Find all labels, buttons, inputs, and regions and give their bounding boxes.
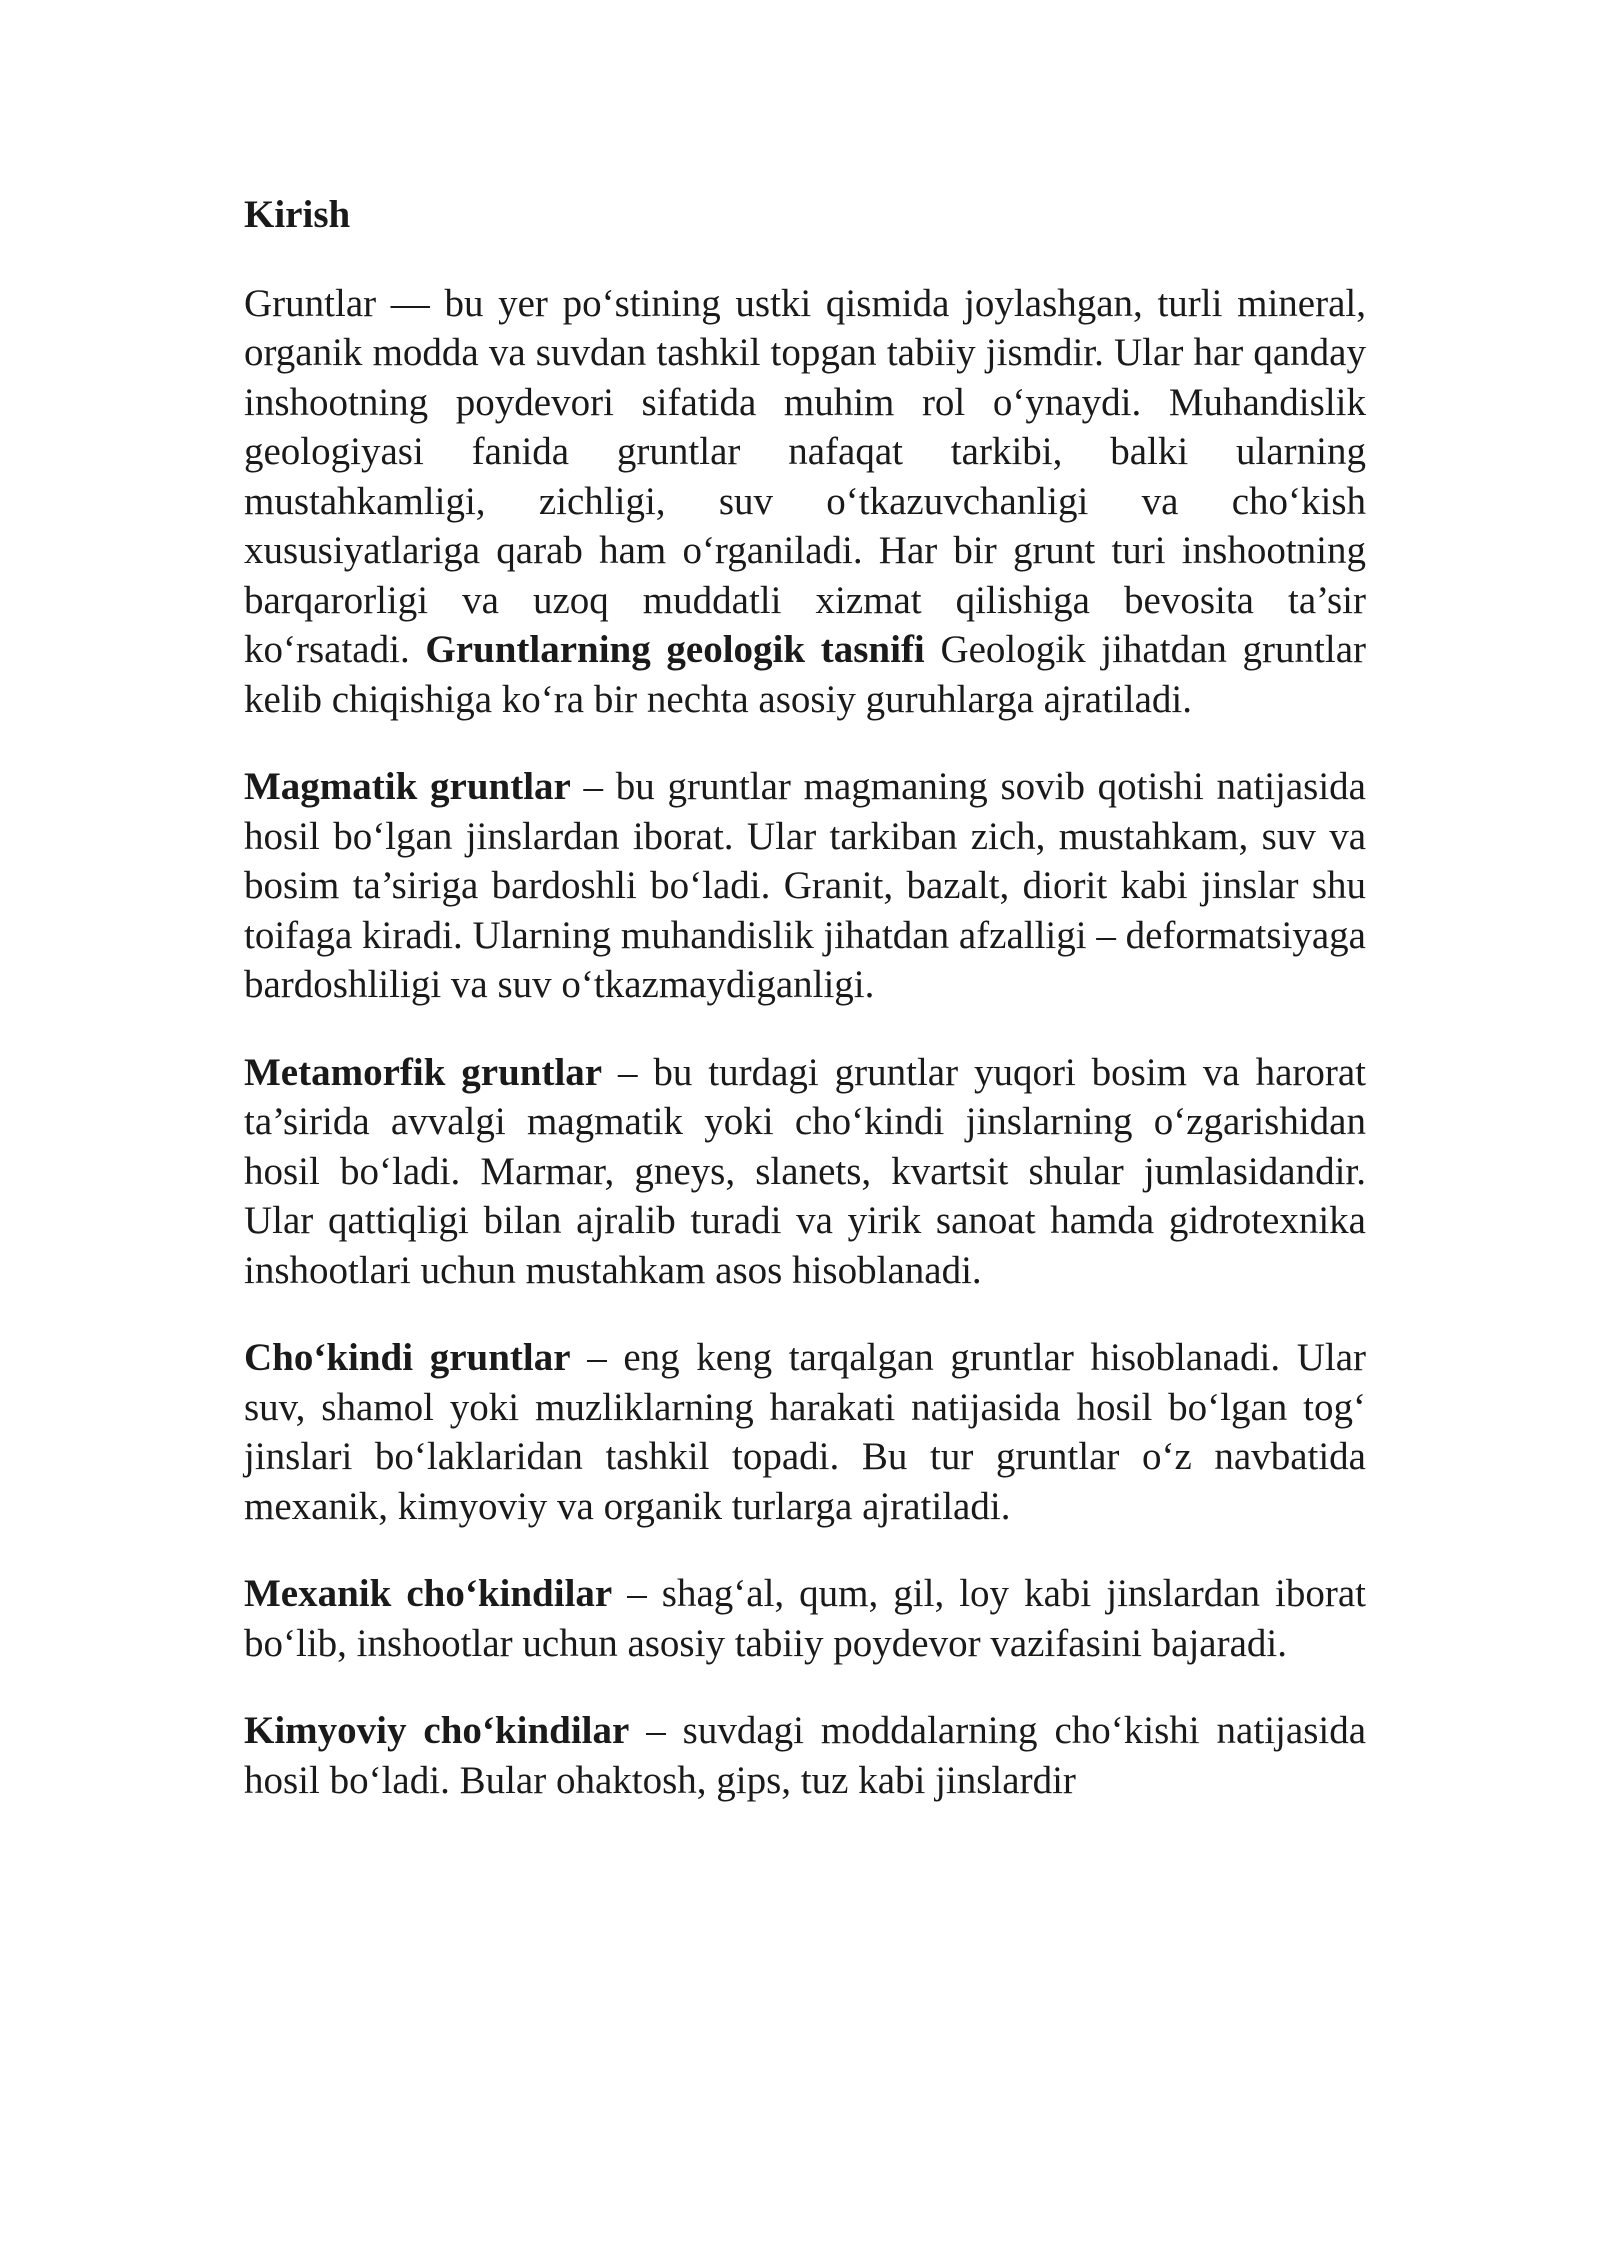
section-term: Kimyoviy cho‘kindilar: [244, 1709, 630, 1752]
subheading: Gruntlarning geologik tasnifi: [425, 628, 925, 671]
section-term: Mexanik cho‘kindilar: [244, 1572, 613, 1615]
intro-text: Gruntlar — bu yer po‘stining ustki qismida joylashgan, turli mineral, organik modda va suvdan tashkil topgan tabiiy jismdir. Ular har qanday inshootning poydevori sifatida muhim rol o‘ynaydi. Muhandislik geologiyasi fanida gruntlar nafaqat tarkibi, balki ularning mustahkamligi, zichligi, suv o‘tkazuvchanligi va cho‘kish xususiyatlariga qarab ham o‘rganiladi. Har bir grunt turi inshootning barqarorligi va uzoq muddatli xizmat qilishiga bevosita ta’sir ko‘rsatadi.: [244, 281, 1366, 671]
section-term: Magmatik gruntlar: [244, 765, 571, 808]
section-paragraph-kimyoviy: [244, 1706, 1366, 1805]
section-text: – bu turdagi gruntlar yuqori bosim va harorat ta’sirida avvalgi magmatik yoki cho‘kindi jinslarning o‘zgarishidan hosil bo‘ladi. Marmar, gneys, slanets, kvartsit shular jumlasidandir. Ular qattiqligi bilan ajralib turadi va yirik sanoat hamda gidrotexnika inshootlari uchun mustahkam asos hisoblanadi.: [244, 1050, 1366, 1292]
section-paragraph-mexanik: [244, 1569, 1366, 1668]
subheading-text: Geologik jihatdan gruntlar kelib chiqishiga ko‘ra bir nechta asosiy guruhlarga ajratiladi.: [244, 628, 1366, 721]
section-term: Metamorfik gruntlar: [244, 1050, 603, 1094]
section-text: – bu gruntlar magmaning sovib qotishi natijasida hosil bo‘lgan jinslardan iborat. Ular tarkiban zich, mustahkam, suv va bosim ta’siriga bardoshli bo‘ladi. Granit, bazalt, diorit kabi jinslar shu toifaga kiradi. Ularning muhandislik jihatdan afzalligi – deformatsiyaga bardoshliligi va suv o‘tkazmaydiganligi.: [244, 765, 1366, 1006]
section-text: – suvdagi moddalarning cho‘kishi natijasida hosil bo‘ladi. Bular ohaktosh, gips, tuz kabi jinslardir: [244, 1709, 1367, 1802]
section-term: Cho‘kindi gruntlar: [244, 1336, 571, 1379]
page-title: Kirish: [244, 193, 351, 236]
section-text: – eng keng tarqalgan gruntlar hisoblanadi. Ular suv, shamol yoki muzliklarning harakati natijasida hosil bo‘lgan tog‘ jinslari bo‘laklaridan tashkil topadi. Bu tur gruntlar o‘z navbatida mexanik, kimyoviy va organik turlarga ajratiladi.: [244, 1336, 1367, 1528]
intro-paragraph: [244, 279, 1366, 725]
document-body: [244, 190, 1366, 1843]
section-paragraph-chokindi: [244, 1333, 1366, 1531]
section-paragraph-magmatik: [244, 762, 1366, 1010]
section-paragraph-metamorfik: [244, 1048, 1366, 1296]
section-text: – shag‘al, qum, gil, loy kabi jinslardan iborat bo‘lib, inshootlar uchun asosiy tabiiy poydevor vazifasini bajaradi.: [244, 1572, 1367, 1665]
